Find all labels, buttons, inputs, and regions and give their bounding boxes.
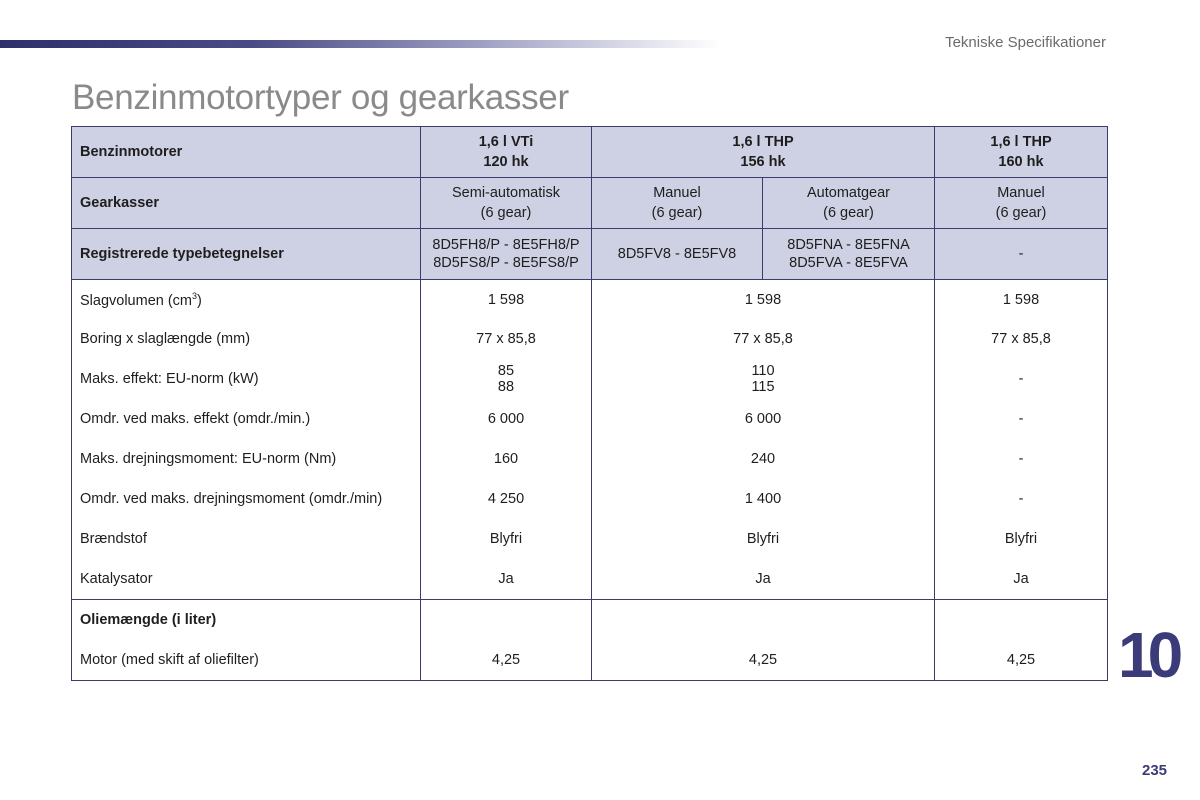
type-code: - — [1018, 246, 1024, 262]
value-cell: Blyfri — [592, 519, 935, 559]
gearbox-gears: (6 gear) — [995, 205, 1047, 221]
gearbox-cell — [763, 178, 935, 229]
value-cell: 240 — [592, 439, 935, 479]
value-line: 88 — [497, 379, 515, 395]
value-cell: 4,25 — [421, 640, 592, 681]
type-code: 8D5FVA - 8E5FVA — [789, 255, 908, 271]
value-cell: 1 598 — [935, 280, 1108, 320]
type-code: 8D5FV8 - 8E5FV8 — [617, 246, 737, 262]
value-cell: 6 000 — [592, 399, 935, 439]
type-designation-row — [72, 229, 1108, 280]
engine-2-name: 1,6 l THP — [732, 134, 794, 150]
engine-3-name: 1,6 l THP — [990, 134, 1052, 150]
engines-row — [72, 127, 1108, 178]
gearbox-gears: (6 gear) — [823, 205, 874, 221]
engine-2-power: 156 hk — [740, 154, 786, 170]
row-label: Omdr. ved maks. drejningsmoment (omdr./min) — [72, 479, 421, 519]
value-cell: Ja — [421, 559, 592, 600]
gearbox-label: Gearkasser — [72, 178, 421, 229]
empty-cell — [421, 600, 592, 641]
value-cell: 77 x 85,8 — [592, 319, 935, 359]
empty-cell — [592, 600, 935, 641]
type-code: 8D5FS8/P - 8E5FS8/P — [433, 255, 579, 271]
value-line: 115 — [751, 379, 775, 395]
type-code: 8D5FH8/P - 8E5FH8/P — [432, 237, 580, 253]
type-designation-cell — [763, 229, 935, 280]
engine-col-1 — [421, 127, 592, 178]
gearbox-type: Manuel — [997, 185, 1045, 201]
row-label: Motor (med skift af oliefilter) — [72, 640, 421, 681]
oil-heading-row — [72, 600, 1108, 641]
section-label: Tekniske Specifikationer — [945, 34, 1106, 51]
table-row — [72, 399, 1108, 439]
value-cell: Ja — [592, 559, 935, 600]
row-label: Boring x slaglængde (mm) — [72, 319, 421, 359]
gearbox-gears: (6 gear) — [480, 205, 532, 221]
table-row — [72, 479, 1108, 519]
engine-col-2 — [592, 127, 935, 178]
value-cell: Ja — [935, 559, 1108, 600]
value-cell: Blyfri — [935, 519, 1108, 559]
page-number: 235 — [1142, 762, 1168, 779]
page-title: Benzinmotortyper og gearkasser — [72, 78, 569, 117]
gearbox-gears: (6 gear) — [651, 205, 703, 221]
value-cell: - — [935, 359, 1108, 399]
value-cell: 4,25 — [935, 640, 1108, 681]
row-label: Maks. drejningsmoment: EU-norm (Nm) — [72, 439, 421, 479]
engines-label: Benzinmotorer — [72, 127, 421, 178]
value-cell: 1 598 — [421, 280, 592, 320]
value-cell: 77 x 85,8 — [935, 319, 1108, 359]
row-label-text: Slagvolumen (cm — [80, 292, 193, 309]
row-label: Maks. effekt: EU-norm (kW) — [72, 359, 421, 399]
table-row — [72, 359, 1108, 399]
value-cell: 1 598 — [592, 280, 935, 320]
row-label-tail: ) — [197, 292, 202, 309]
engine-1-name: 1,6 l VTi — [478, 134, 534, 150]
gearbox-type: Semi-automatisk — [452, 185, 560, 201]
table-row — [72, 439, 1108, 479]
value-cell: 4 250 — [421, 479, 592, 519]
oil-row — [72, 640, 1108, 681]
row-label: Katalysator — [72, 559, 421, 600]
spec-table — [71, 126, 1108, 681]
header-gradient-bar — [0, 40, 720, 48]
table-row — [72, 319, 1108, 359]
table-row — [72, 280, 1108, 320]
type-designation-cell — [421, 229, 592, 280]
type-designation-cell — [935, 229, 1108, 280]
gearbox-type: Manuel — [653, 185, 701, 201]
value-cell: Blyfri — [421, 519, 592, 559]
value-cell: - — [935, 479, 1108, 519]
gearbox-cell — [592, 178, 763, 229]
type-designation-cell — [592, 229, 763, 280]
gearbox-type: Automatgear — [806, 185, 891, 201]
value-cell: - — [935, 399, 1108, 439]
table-row — [72, 519, 1108, 559]
value-cell: 77 x 85,8 — [421, 319, 592, 359]
empty-cell — [935, 600, 1108, 641]
value-cell: 160 — [421, 439, 592, 479]
chapter-number: 10 — [1118, 619, 1178, 691]
type-code: 8D5FNA - 8E5FNA — [787, 237, 910, 253]
engine-col-3 — [935, 127, 1108, 178]
value-cell — [421, 359, 592, 399]
row-label: Omdr. ved maks. effekt (omdr./min.) — [72, 399, 421, 439]
value-cell: 4,25 — [592, 640, 935, 681]
value-line: 110 — [751, 363, 775, 379]
type-designation-label: Registrerede typebetegnelser — [72, 229, 421, 280]
gearbox-cell — [421, 178, 592, 229]
row-label: Brændstof — [72, 519, 421, 559]
value-cell: - — [935, 439, 1108, 479]
value-cell — [592, 359, 935, 399]
table-row — [72, 559, 1108, 600]
row-label — [72, 280, 421, 320]
value-cell: 6 000 — [421, 399, 592, 439]
value-line: 85 — [497, 363, 515, 379]
row-label-sup: 3 — [192, 290, 198, 301]
oil-heading: Oliemængde (i liter) — [72, 600, 421, 641]
gearbox-row — [72, 178, 1108, 229]
engine-1-power: 120 hk — [483, 154, 529, 170]
value-cell: 1 400 — [592, 479, 935, 519]
gearbox-cell — [935, 178, 1108, 229]
engine-3-power: 160 hk — [998, 154, 1044, 170]
